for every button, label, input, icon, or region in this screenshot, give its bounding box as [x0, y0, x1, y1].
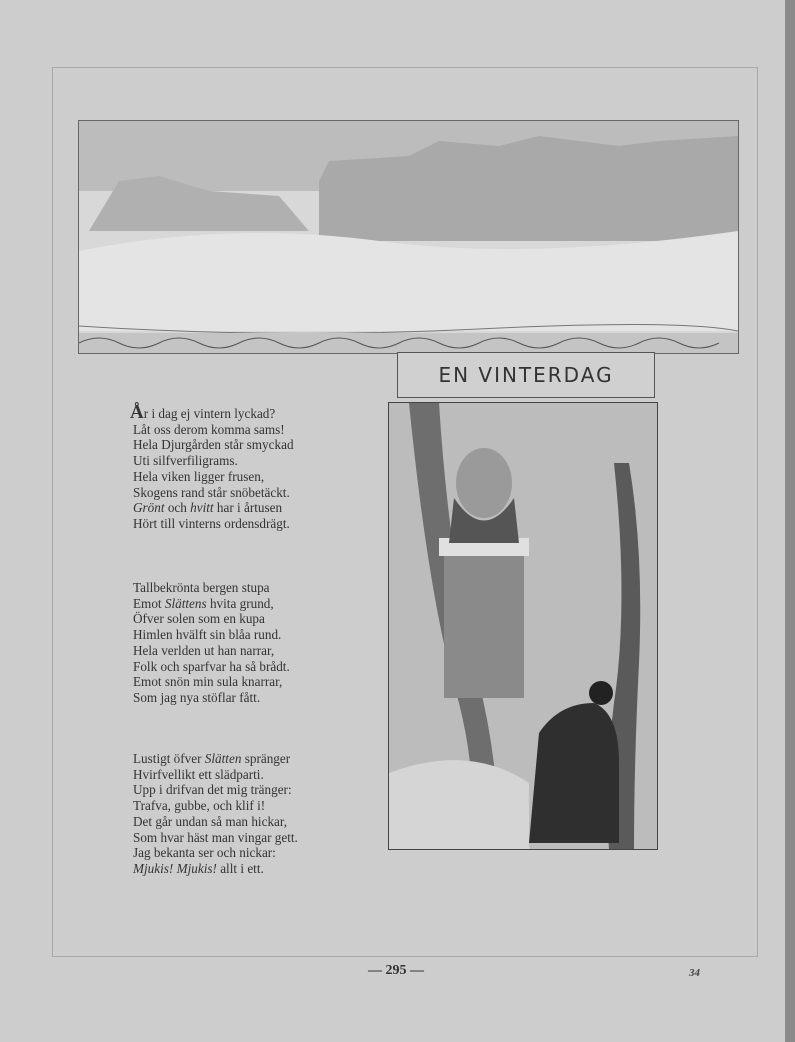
verse-line: Lustigt öfver Slätten spränger	[133, 751, 291, 766]
title-banner	[397, 352, 655, 398]
verse-line: Jag bekanta ser och nickar:	[133, 845, 276, 861]
winter-landscape-illustration	[78, 120, 739, 354]
verse-line: Skogens rand står snöbetäckt.	[133, 484, 290, 500]
verse-line: Upp i drifvan det mig tränger:	[133, 782, 292, 798]
verse-line: Grönt och hvitt har i årtusen	[133, 500, 283, 516]
verse-line: Hört till vinterns ordensdrägt.	[133, 515, 290, 531]
verse-line: Hela Djurgården står smyckad	[133, 437, 294, 453]
verse-line: Öfver solen som en kupa	[133, 611, 265, 627]
verse-line: Emot snön min sula knarrar,	[133, 674, 283, 690]
verse-line: Himlen hvälft sin blåa rund.	[133, 627, 282, 643]
verse-line: Låt oss derom komma sams!	[133, 421, 285, 437]
verse-line: Hela verlden ut han narrar,	[133, 642, 275, 658]
stanza-3	[133, 751, 298, 877]
verse-line: Som jag nya stöflar fått.	[133, 689, 261, 705]
drop-cap: Å	[130, 402, 144, 423]
stanza-1	[130, 402, 294, 532]
verse-line: Hvirfvellikt ett slädparti.	[133, 766, 264, 782]
verse-line: Tallbekrönta bergen stupa	[133, 580, 270, 595]
verse-line: År i dag ej vintern lyckad?	[130, 402, 276, 423]
verse-line: Uti silfverfiligrams.	[133, 453, 238, 469]
stanza-2	[133, 580, 290, 706]
winter-scene-illustration	[388, 402, 658, 850]
page-number: — 295 —	[368, 963, 424, 978]
verse-line: Folk och sparfvar ha så brådt.	[133, 658, 290, 674]
signature-mark: 34	[689, 967, 700, 979]
verse-line: Det går undan så man hickar,	[133, 813, 288, 829]
verse-line: Som hvar häst man vingar gett.	[133, 829, 298, 845]
page-edge	[785, 0, 795, 1042]
verse-line: Mjukis! Mjukis! allt i ett.	[133, 860, 264, 876]
poem-title: EN VINTERDAG	[438, 363, 614, 387]
verse-line: Emot Slättens hvita grund,	[133, 595, 274, 611]
verse-line: Hela viken ligger frusen,	[133, 468, 265, 484]
verse-line: Trafva, gubbe, och klif i!	[133, 798, 266, 814]
